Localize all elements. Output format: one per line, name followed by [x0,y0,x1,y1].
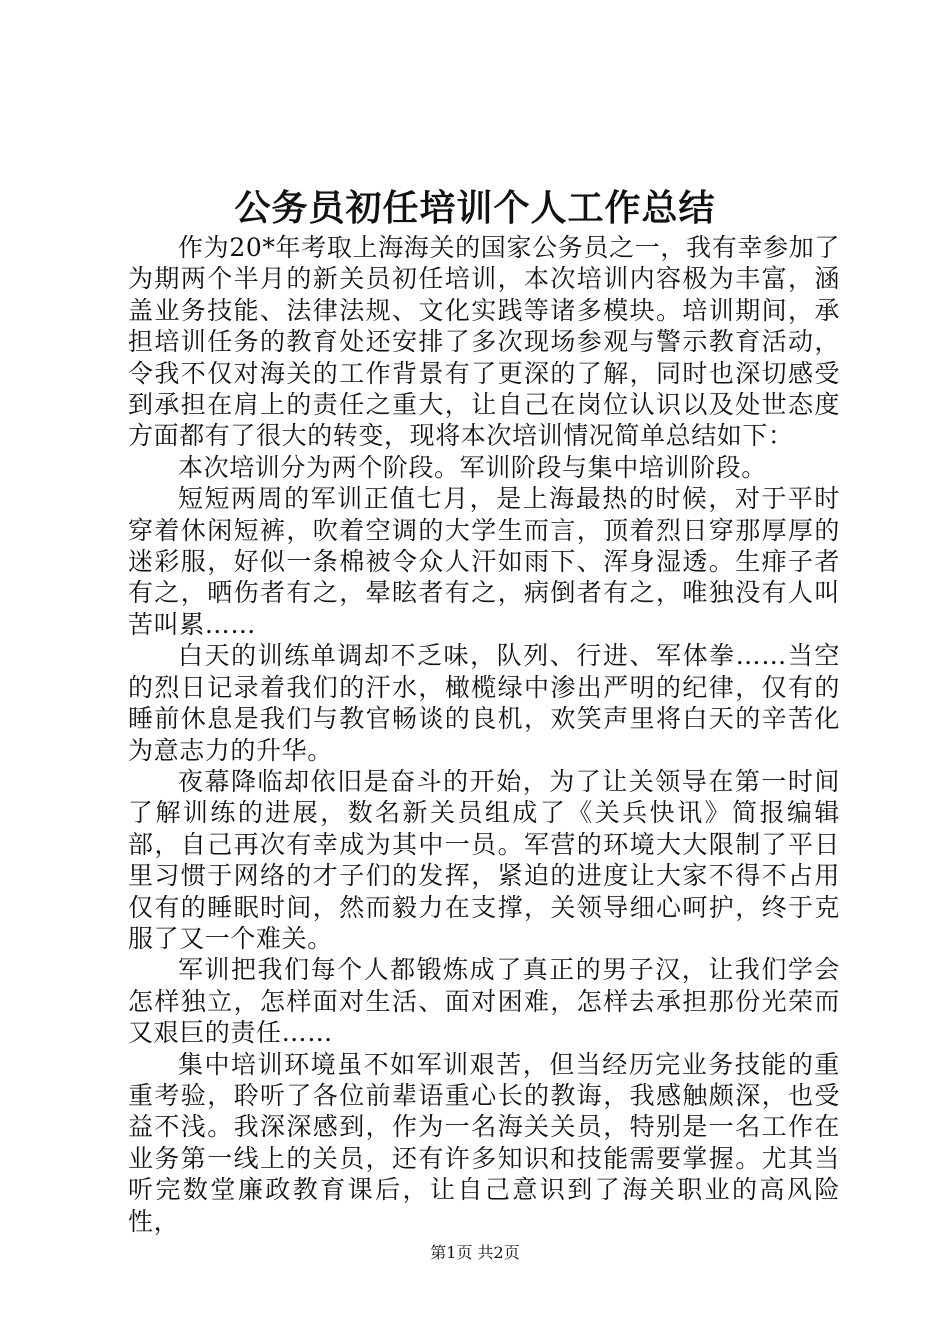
paragraph: 本次培训分为两个阶段。军训阶段与集中培训阶段。 [178,452,767,482]
paragraph: 夜幕降临却依旧是奋斗的开始，为了让关领导在第一时间了解训练的进展，数名新关员组成了《关兵快讯》简报编辑部，自己再次有幸成为其中一员。军营的环境大大限制了平日里习惯于网络的才子们的发挥，紧迫的进度让大家不得不占用仅有的睡眠时间，然而毅力在支撑，关领导细心呵护，终于克服了又一个难关。 [128,766,840,953]
paragraph: 作为20*年考取上海海关的国家公务员之一，我有幸参加了为期两个半月的新关员初任培训，本次培训内容极为丰富，涵盖业务技能、法律法规、文化实践等诸多模块。培训期间，承担培训任务的教育处还安排了多次现场参观与警示教育活动，令我不仅对海关的工作背景有了更深的了解，同时也深切感受到承担在肩上的责任之重大，让自己在岗位认识以及处世态度方面都有了很大的转变，现将本次培训情况简单总结如下： [128,233,840,451]
paragraph: 军训把我们每个人都锻炼成了真正的男子汉，让我们学会怎样独立，怎样面对生活、面对困难，怎样去承担那份光荣而又艰巨的责任…… [128,955,840,1048]
document-body [128,232,840,1237]
paragraph: 白天的训练单调却不乏味，队列、行进、军体拳……当空的烈日记录着我们的汗水，橄榄绿中渗出严明的纪律，仅有的睡前休息是我们与教官畅谈的良机，欢笑声里将白天的辛苦化为意志力的升华。 [128,641,840,765]
page-title: 公务员初任培训个人工作总结 [234,187,716,229]
paragraph: 集中培训环境虽不如军训艰苦，但当经历完业务技能的重重考验，聆听了各位前辈语重心长的教诲，我感触颇深，也受益不浅。我深深感到，作为一名海关关员，特别是一名工作在业务第一线上的关员，还有许多知识和技能需要掌握。尤其当听完数堂廉政教育课后，让自己意识到了海关职业的高风险性， [128,1049,840,1236]
page-footer: 第1页 共2页 [430,1243,520,1262]
paragraph: 短短两周的军训正值七月，是上海最热的时候，对于平时穿着休闲短裤，吹着空调的大学生而言，顶着烈日穿那厚厚的迷彩服，好似一条棉被令众人汗如雨下、浑身湿透。生痱子者有之，晒伤者有之，晕眩者有之，病倒者有之，唯独没有人叫苦叫累…… [128,484,840,639]
